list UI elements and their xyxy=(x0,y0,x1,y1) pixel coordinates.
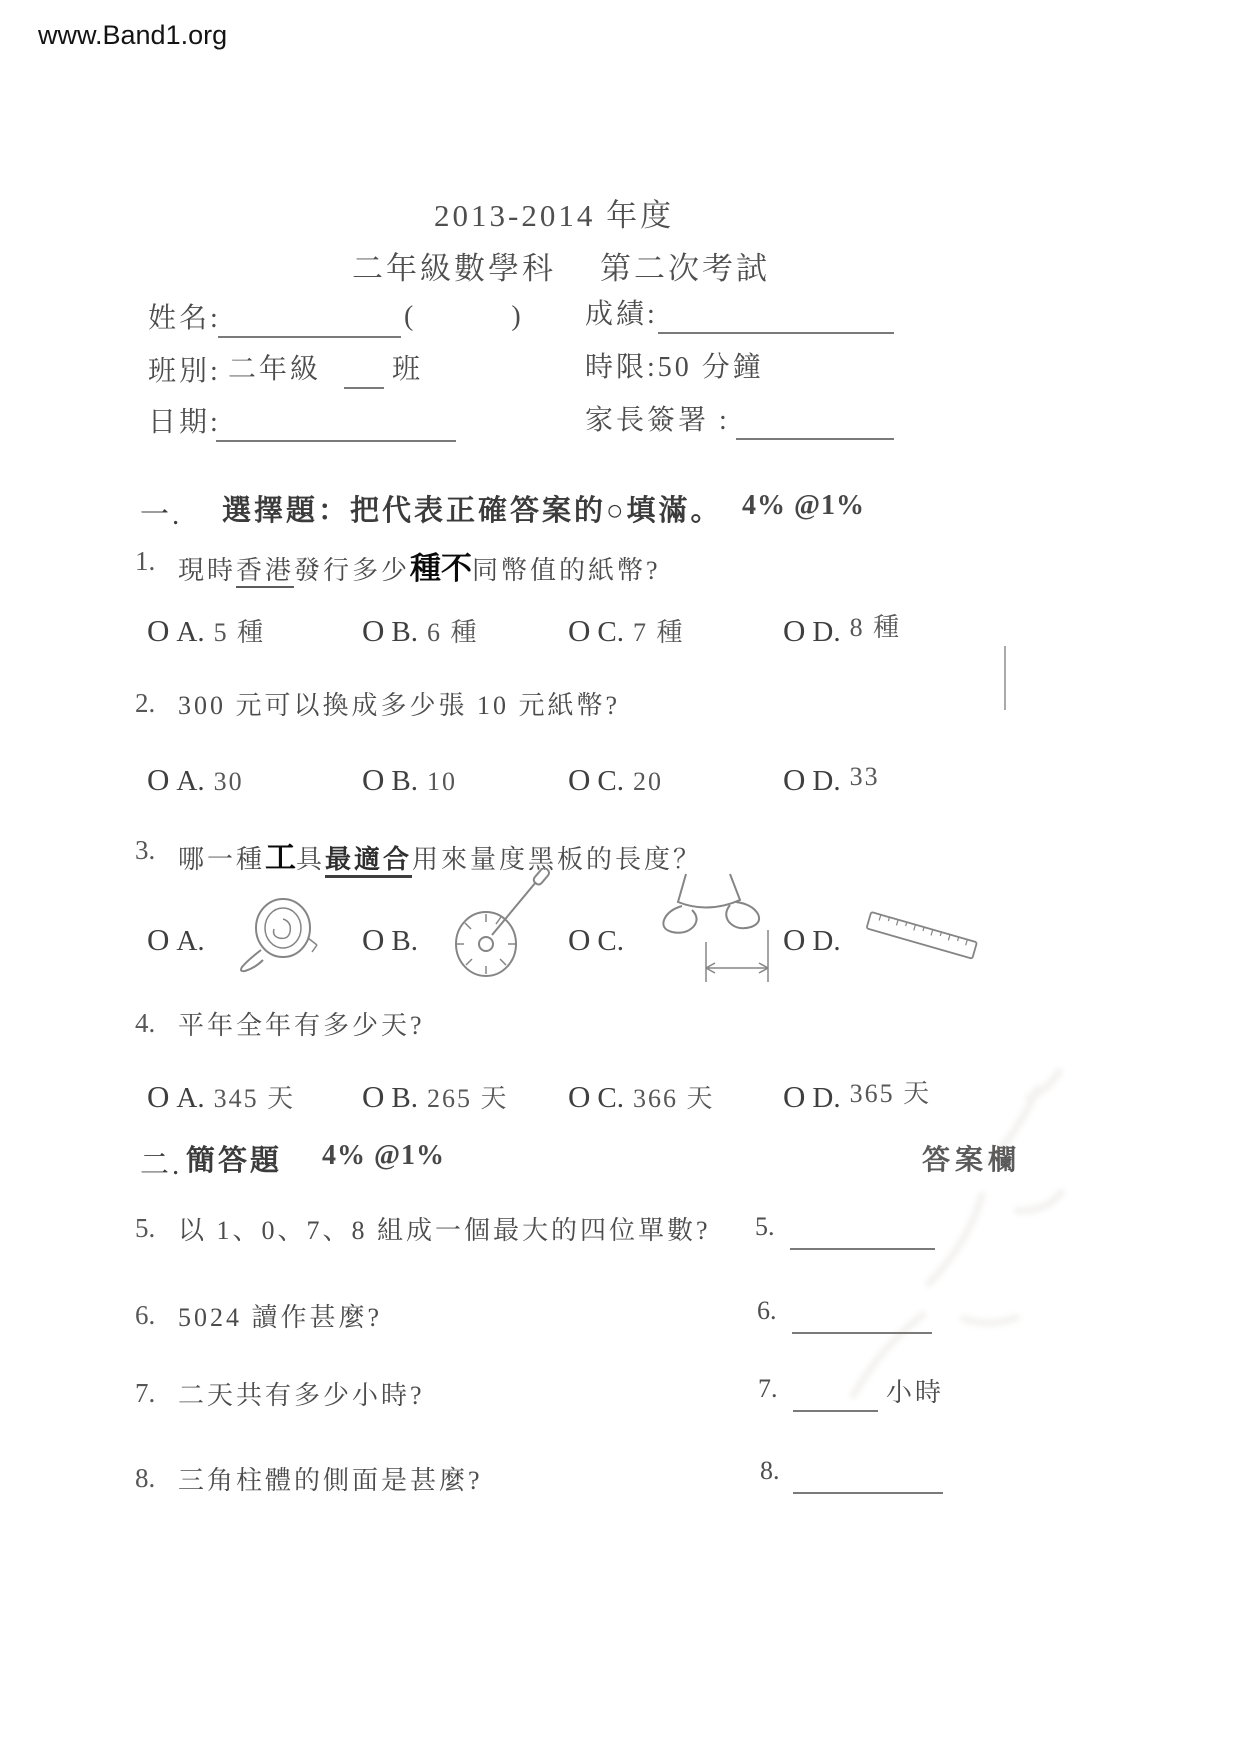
option-value: 7 種 xyxy=(632,618,685,647)
option-letter: C. xyxy=(597,765,624,797)
q7-text: 二天共有多少小時? xyxy=(178,1381,425,1410)
q2-option-b[interactable] xyxy=(362,762,457,798)
section2-heading: 簡答題 xyxy=(186,1145,283,1177)
option-value: 5 種 xyxy=(213,618,266,647)
q5-answer-number: 5. xyxy=(755,1212,775,1241)
q3-underlined-best-fit: 最適合 xyxy=(325,845,412,878)
option-letter: D. xyxy=(812,616,841,648)
option-letter: B. xyxy=(391,765,418,797)
option-value: 10 xyxy=(426,767,457,796)
option-value: 265 天 xyxy=(426,1084,509,1113)
class-blank[interactable] xyxy=(344,353,384,389)
q3-inserted-bold-text: 工 xyxy=(265,840,297,875)
q3-text xyxy=(178,832,702,877)
option-value: 30 xyxy=(213,767,244,796)
option-letter: C. xyxy=(597,616,624,648)
section1-number: 一. xyxy=(140,499,183,531)
q3-option-b[interactable] xyxy=(362,922,427,958)
class-grade-text: 二年級 xyxy=(228,354,322,385)
option-letter: C. xyxy=(597,1082,624,1114)
option-letter: C. xyxy=(597,925,624,957)
q3-text-part1: 哪一種 xyxy=(178,845,266,874)
option-letter: D. xyxy=(812,925,841,957)
q2-option-c[interactable] xyxy=(568,762,663,798)
answer-bubble[interactable]: O xyxy=(362,922,385,957)
section1-marks: 4% @1% xyxy=(742,490,866,521)
date-blank[interactable] xyxy=(216,404,456,442)
bleed-through-marks xyxy=(762,990,1137,1450)
class-suffix: 班 xyxy=(392,354,424,385)
q7-answer-unit: 小時 xyxy=(886,1378,945,1407)
name-label: 姓名: xyxy=(148,303,221,334)
q6-text: 5024 讀作甚麼? xyxy=(178,1303,383,1332)
trundle-wheel-icon xyxy=(448,868,553,980)
answer-bubble[interactable]: O xyxy=(147,613,170,648)
name-blank[interactable] xyxy=(218,300,401,338)
answer-bubble[interactable]: O xyxy=(568,1079,591,1114)
option-letter: A. xyxy=(176,616,205,648)
q3-text-part5: 用來量度黑板的長度？ xyxy=(412,845,703,874)
option-value: 6 種 xyxy=(426,618,479,647)
q8-answer-blank[interactable] xyxy=(793,1456,943,1494)
q6-number: 6. xyxy=(135,1300,156,1330)
q1-option-b[interactable] xyxy=(362,612,479,649)
option-value: 33 xyxy=(849,762,880,791)
class-label: 班別: xyxy=(148,356,221,387)
q3-text-part3: 具 xyxy=(296,845,326,874)
time-limit xyxy=(585,345,764,385)
section1-heading: 選擇題：把代表正確答案的○填滿。 xyxy=(222,495,723,527)
answer-bubble[interactable]: O xyxy=(147,762,170,797)
option-value: 345 天 xyxy=(213,1084,296,1113)
q7-answer-number: 7. xyxy=(758,1374,778,1403)
tape-measure-icon xyxy=(228,888,328,978)
q1-option-a[interactable] xyxy=(147,612,265,649)
answer-bubble[interactable]: O xyxy=(783,762,806,797)
name-paren: ( ) xyxy=(404,301,535,332)
section2-number: 二. xyxy=(140,1149,183,1181)
ruler-icon xyxy=(860,905,985,971)
q1-text-part1: 現時 xyxy=(178,556,237,585)
answer-column-header: 答案欄 xyxy=(922,1145,1022,1176)
q7-number: 7. xyxy=(135,1378,156,1408)
option-value: 20 xyxy=(632,767,663,796)
answer-bubble[interactable]: O xyxy=(783,1079,806,1114)
exam-name: 第二次考試 xyxy=(600,251,770,286)
answer-bubble[interactable]: O xyxy=(362,762,385,797)
q5-text: 以 1、0、7、8 組成一個最大的四位單數? xyxy=(178,1216,711,1245)
time-label: 時限: xyxy=(585,352,658,383)
q8-answer-number: 8. xyxy=(760,1456,780,1485)
q4-text: 平年全年有多少天? xyxy=(178,1011,425,1040)
q2-number: 2. xyxy=(135,688,156,718)
q1-option-d[interactable] xyxy=(783,612,901,649)
subject-name: 二年級數學科 xyxy=(352,251,556,286)
parent-sign-blank[interactable] xyxy=(736,402,894,440)
answer-bubble[interactable]: O xyxy=(362,1079,385,1114)
score-label: 成績: xyxy=(585,299,658,330)
q2-option-d[interactable] xyxy=(783,762,880,798)
answer-bubble[interactable]: O xyxy=(783,922,806,957)
q6-answer-number: 6. xyxy=(757,1296,777,1325)
answer-bubble[interactable]: O xyxy=(147,1079,170,1114)
score-blank[interactable] xyxy=(658,296,894,334)
q3-option-c[interactable] xyxy=(568,922,633,958)
option-letter: B. xyxy=(391,1082,418,1114)
section2-marks: 4% @1% xyxy=(322,1140,446,1171)
option-letter: A. xyxy=(176,1082,205,1114)
q1-number: 1. xyxy=(135,546,156,576)
exam-year-title: 2013-2014 年度 xyxy=(434,198,675,233)
q3-option-d[interactable] xyxy=(783,922,850,958)
answer-bubble[interactable]: O xyxy=(362,613,385,648)
option-letter: D. xyxy=(812,1082,841,1114)
q1-inserted-bold-text: 種不 xyxy=(410,551,473,586)
option-letter: B. xyxy=(391,925,418,957)
q8-number: 8. xyxy=(135,1463,156,1493)
q3-number: 3. xyxy=(135,835,156,865)
q3-option-a[interactable] xyxy=(147,922,214,958)
q4-option-a[interactable] xyxy=(147,1078,295,1115)
q4-option-c[interactable] xyxy=(568,1078,715,1115)
answer-bubble[interactable]: O xyxy=(783,613,806,648)
date-label: 日期: xyxy=(148,407,221,438)
q1-option-c[interactable] xyxy=(568,612,685,649)
q1-text xyxy=(178,543,661,588)
answer-bubble[interactable]: O xyxy=(568,762,591,797)
option-letter: D. xyxy=(812,765,841,797)
q8-text: 三角柱體的側面是甚麼? xyxy=(178,1466,483,1495)
option-value: 366 天 xyxy=(632,1084,715,1113)
q4-option-b[interactable] xyxy=(362,1078,509,1115)
q1-text-part5: 同幣值的紙幣? xyxy=(472,556,661,585)
option-letter: B. xyxy=(391,616,418,648)
exam-subject-title xyxy=(352,243,770,288)
q1-underlined-hongkong: 香港 xyxy=(236,556,294,588)
q4-number: 4. xyxy=(135,1008,156,1038)
answer-bubble[interactable]: O xyxy=(568,613,591,648)
parent-sign-label: 家長簽署 : xyxy=(585,405,730,436)
site-watermark: www.Band1.org xyxy=(38,20,228,50)
answer-bubble[interactable]: O xyxy=(147,922,170,957)
q5-number: 5. xyxy=(135,1213,156,1243)
answer-bubble[interactable]: O xyxy=(568,922,591,957)
option-value: 365 天 xyxy=(849,1079,932,1108)
option-value: 8 種 xyxy=(849,613,902,642)
q2-text: 300 元可以換成多少張 10 元紙幣? xyxy=(178,691,621,720)
scan-artifact-line xyxy=(1004,646,1006,710)
q2-option-a[interactable] xyxy=(147,762,244,798)
time-value: 50 分鐘 xyxy=(657,352,764,383)
option-letter: A. xyxy=(176,765,205,797)
q1-text-part3: 發行多少 xyxy=(294,556,411,585)
option-letter: A. xyxy=(176,925,205,957)
